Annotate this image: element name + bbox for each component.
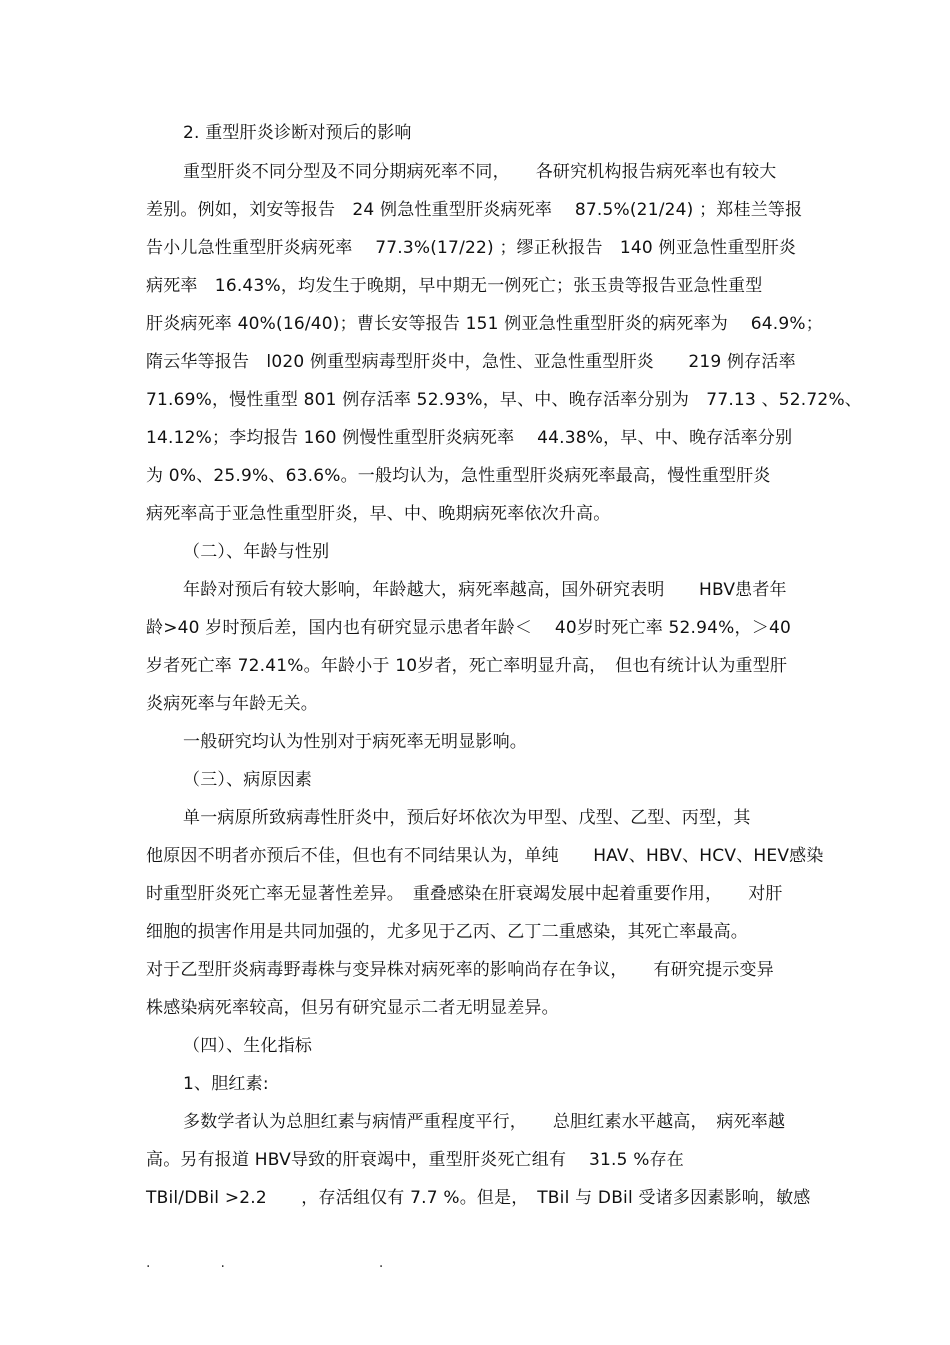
subsection-heading: 1、胆红素: (183, 1074, 269, 1094)
section-heading: 2. 重型肝炎诊断对预后的影响 (183, 123, 412, 143)
paragraph-line: 多数学者认为总胆红素与病情严重程度平行， 总胆红素水平越高， 病死率越 (183, 1112, 786, 1132)
section-heading: （三）、病原因素 (183, 770, 313, 790)
paragraph-line: 病死率 16.43%，均发生于晚期，早中期无一例死亡；张玉贵等报告亚急性重型 (146, 276, 763, 296)
paragraph-line: 单一病原所致病毒性肝炎中，预后好坏依次为甲型、戊型、乙型、丙型，其 (183, 808, 751, 828)
paragraph-line: 告小儿急性重型肝炎病死率 77.3%(17/22) ；缪正秋报告 140 例亚急性重型肝炎 (146, 238, 797, 258)
paragraph-line: 重型肝炎不同分型及不同分期病死率不同， 各研究机构报告病死率也有较大 (183, 162, 777, 182)
paragraph-line: TBil/DBil >2.2 ，存活组仅有 7.7 %。但是， TBil 与 DBil 受诸多因素影响，敏感 (146, 1188, 811, 1208)
paragraph-line: 时重型肝炎死亡率无显著性差异。 重叠感染在肝衰竭发展中起着重要作用， 对肝 (146, 884, 783, 904)
paragraph-line: 他原因不明者亦预后不佳，但也有不同结果认为，单纯 HAV、HBV、HCV、HEV感染 (146, 846, 824, 866)
section-heading: （四）、生化指标 (183, 1036, 313, 1056)
paragraph-line: 差别。例如，刘安等报告 24 例急性重型肝炎病死率 87.5%(21/24) ；郑桂兰等报 (146, 200, 803, 220)
paragraph-line: 株感染病死率较高，但另有研究显示二者无明显差异。 (146, 998, 559, 1018)
paragraph-line: 隋云华等报告 l020 例重型病毒型肝炎中，急性、亚急性重型肝炎 219 例存活率 (146, 352, 796, 372)
paragraph-line: 14.12%；李均报告 160 例慢性重型肝炎病死率 44.38%，早、中、晚存活率分别 (146, 428, 793, 448)
paragraph-line: 炎病死率与年龄无关。 (146, 694, 318, 714)
paragraph-line: 年龄对预后有较大影响，年龄越大，病死率越高，国外研究表明 HBV患者年 (183, 580, 787, 600)
paragraph-line: 龄>40 岁时预后差，国内也有研究显示患者年龄＜ 40岁时死亡率 52.94%，＞40 (146, 618, 791, 638)
paragraph-line: 对于乙型肝炎病毒野毒株与变异株对病死率的影响尚存在争议， 有研究提示变异 (146, 960, 774, 980)
paragraph-line: 肝炎病死率 40%(16/40)；曹长安等报告 151 例亚急性重型肝炎的病死率为 64.9%； (146, 314, 823, 334)
paragraph-line: 一般研究均认为性别对于病死率无明显影响。 (183, 732, 527, 752)
section-heading: （二）、年龄与性别 (183, 542, 330, 562)
paragraph-line: 岁者死亡率 72.41%。年龄小于 10岁者，死亡率明显升高， 但也有统计认为重型肝 (146, 656, 788, 676)
paragraph-line: 高。另有报道 HBV导致的肝衰竭中，重型肝炎死亡组有 31.5 %存在 (146, 1150, 684, 1170)
paragraph-line: 细胞的损害作用是共同加强的，尤多见于乙丙、乙丁二重感染，其死亡率最高。 (146, 922, 748, 942)
page-footer-dots: . . . (146, 1255, 384, 1271)
paragraph-line: 71.69%，慢性重型 801 例存活率 52.93%，早、中、晚存活率分别为 77.13 、52.72%、 (146, 390, 862, 410)
paragraph-line: 病死率高于亚急性重型肝炎，早、中、晚期病死率依次升高。 (146, 504, 611, 524)
paragraph-line: 为 0%、25.9%、63.6%。一般均认为，急性重型肝炎病死率最高，慢性重型肝炎 (146, 466, 771, 486)
